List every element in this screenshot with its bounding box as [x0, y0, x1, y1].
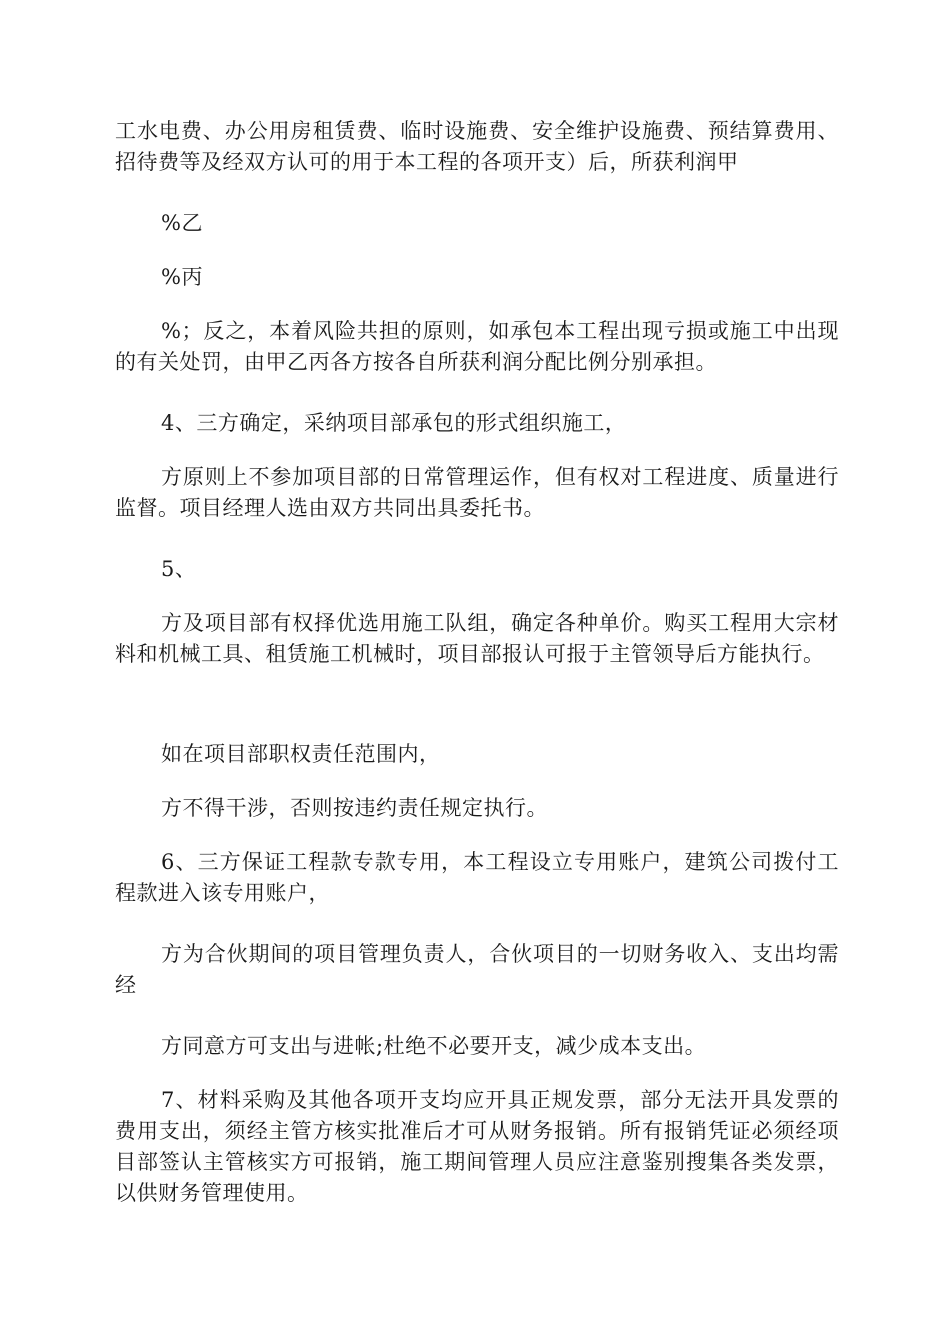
paragraph-clause-5-scope: 如在项目部职权责任范围内， [161, 742, 441, 766]
paragraph-clause-4-supervision: 方原则上不参加项目部的日常管理运作，但有权对工程进度、质量进行监督。项目经理人选由双方共同出具委托书。 [115, 465, 839, 520]
paragraph-expense-list: 工水电费、办公用房租赁费、临时设施费、安全维护设施费、预结算费用、招待费等及经双方认可的用于本工程的各项开支）后，所获利润甲 [115, 119, 839, 174]
paragraph-share-bing: %丙 [161, 265, 203, 289]
paragraph-clause-5: 5、 [161, 557, 197, 581]
paragraph-clause-7: 7、材料采购及其他各项开支均应开具正规发票，部分无法开具发票的费用支出，须经主管方核实批准后才可从财务报销。所有报销凭证必须经项目部签认主管核实方可报销，施工期间管理人员应注意鉴别搜集各类发票，以供财务管理使用。 [115, 1088, 839, 1205]
paragraph-clause-5-procurement: 方及项目部有权择优选用施工队组，确定各种单价。购买工程用大宗材料和机械工具、租赁施工机械时，项目部报认可报于主管领导后方能执行。 [115, 611, 839, 666]
paragraph-clause-6-approval: 方同意方可支出与进帐;杜绝不必要开支，减少成本支出。 [161, 1034, 707, 1058]
paragraph-clause-6: 6、三方保证工程款专款专用，本工程设立专用账户，建筑公司拨付工程款进入该专用账户， [115, 850, 839, 905]
paragraph-clause-5-no-interference: 方不得干涉，否则按违约责任规定执行。 [161, 796, 548, 820]
paragraph-risk-sharing: %；反之，本着风险共担的原则，如承包本工程出现亏损或施工中出现的有关处罚，由甲乙丙各方按各自所获利润分配比例分别承担。 [115, 319, 839, 374]
paragraph-clause-6-manager: 方为合伙期间的项目管理负责人，合伙项目的一切财务收入、支出均需经 [115, 942, 839, 997]
paragraph-share-yi: %乙 [161, 211, 203, 235]
paragraph-clause-4: 4、三方确定，采纳项目部承包的形式组织施工， [161, 411, 627, 435]
